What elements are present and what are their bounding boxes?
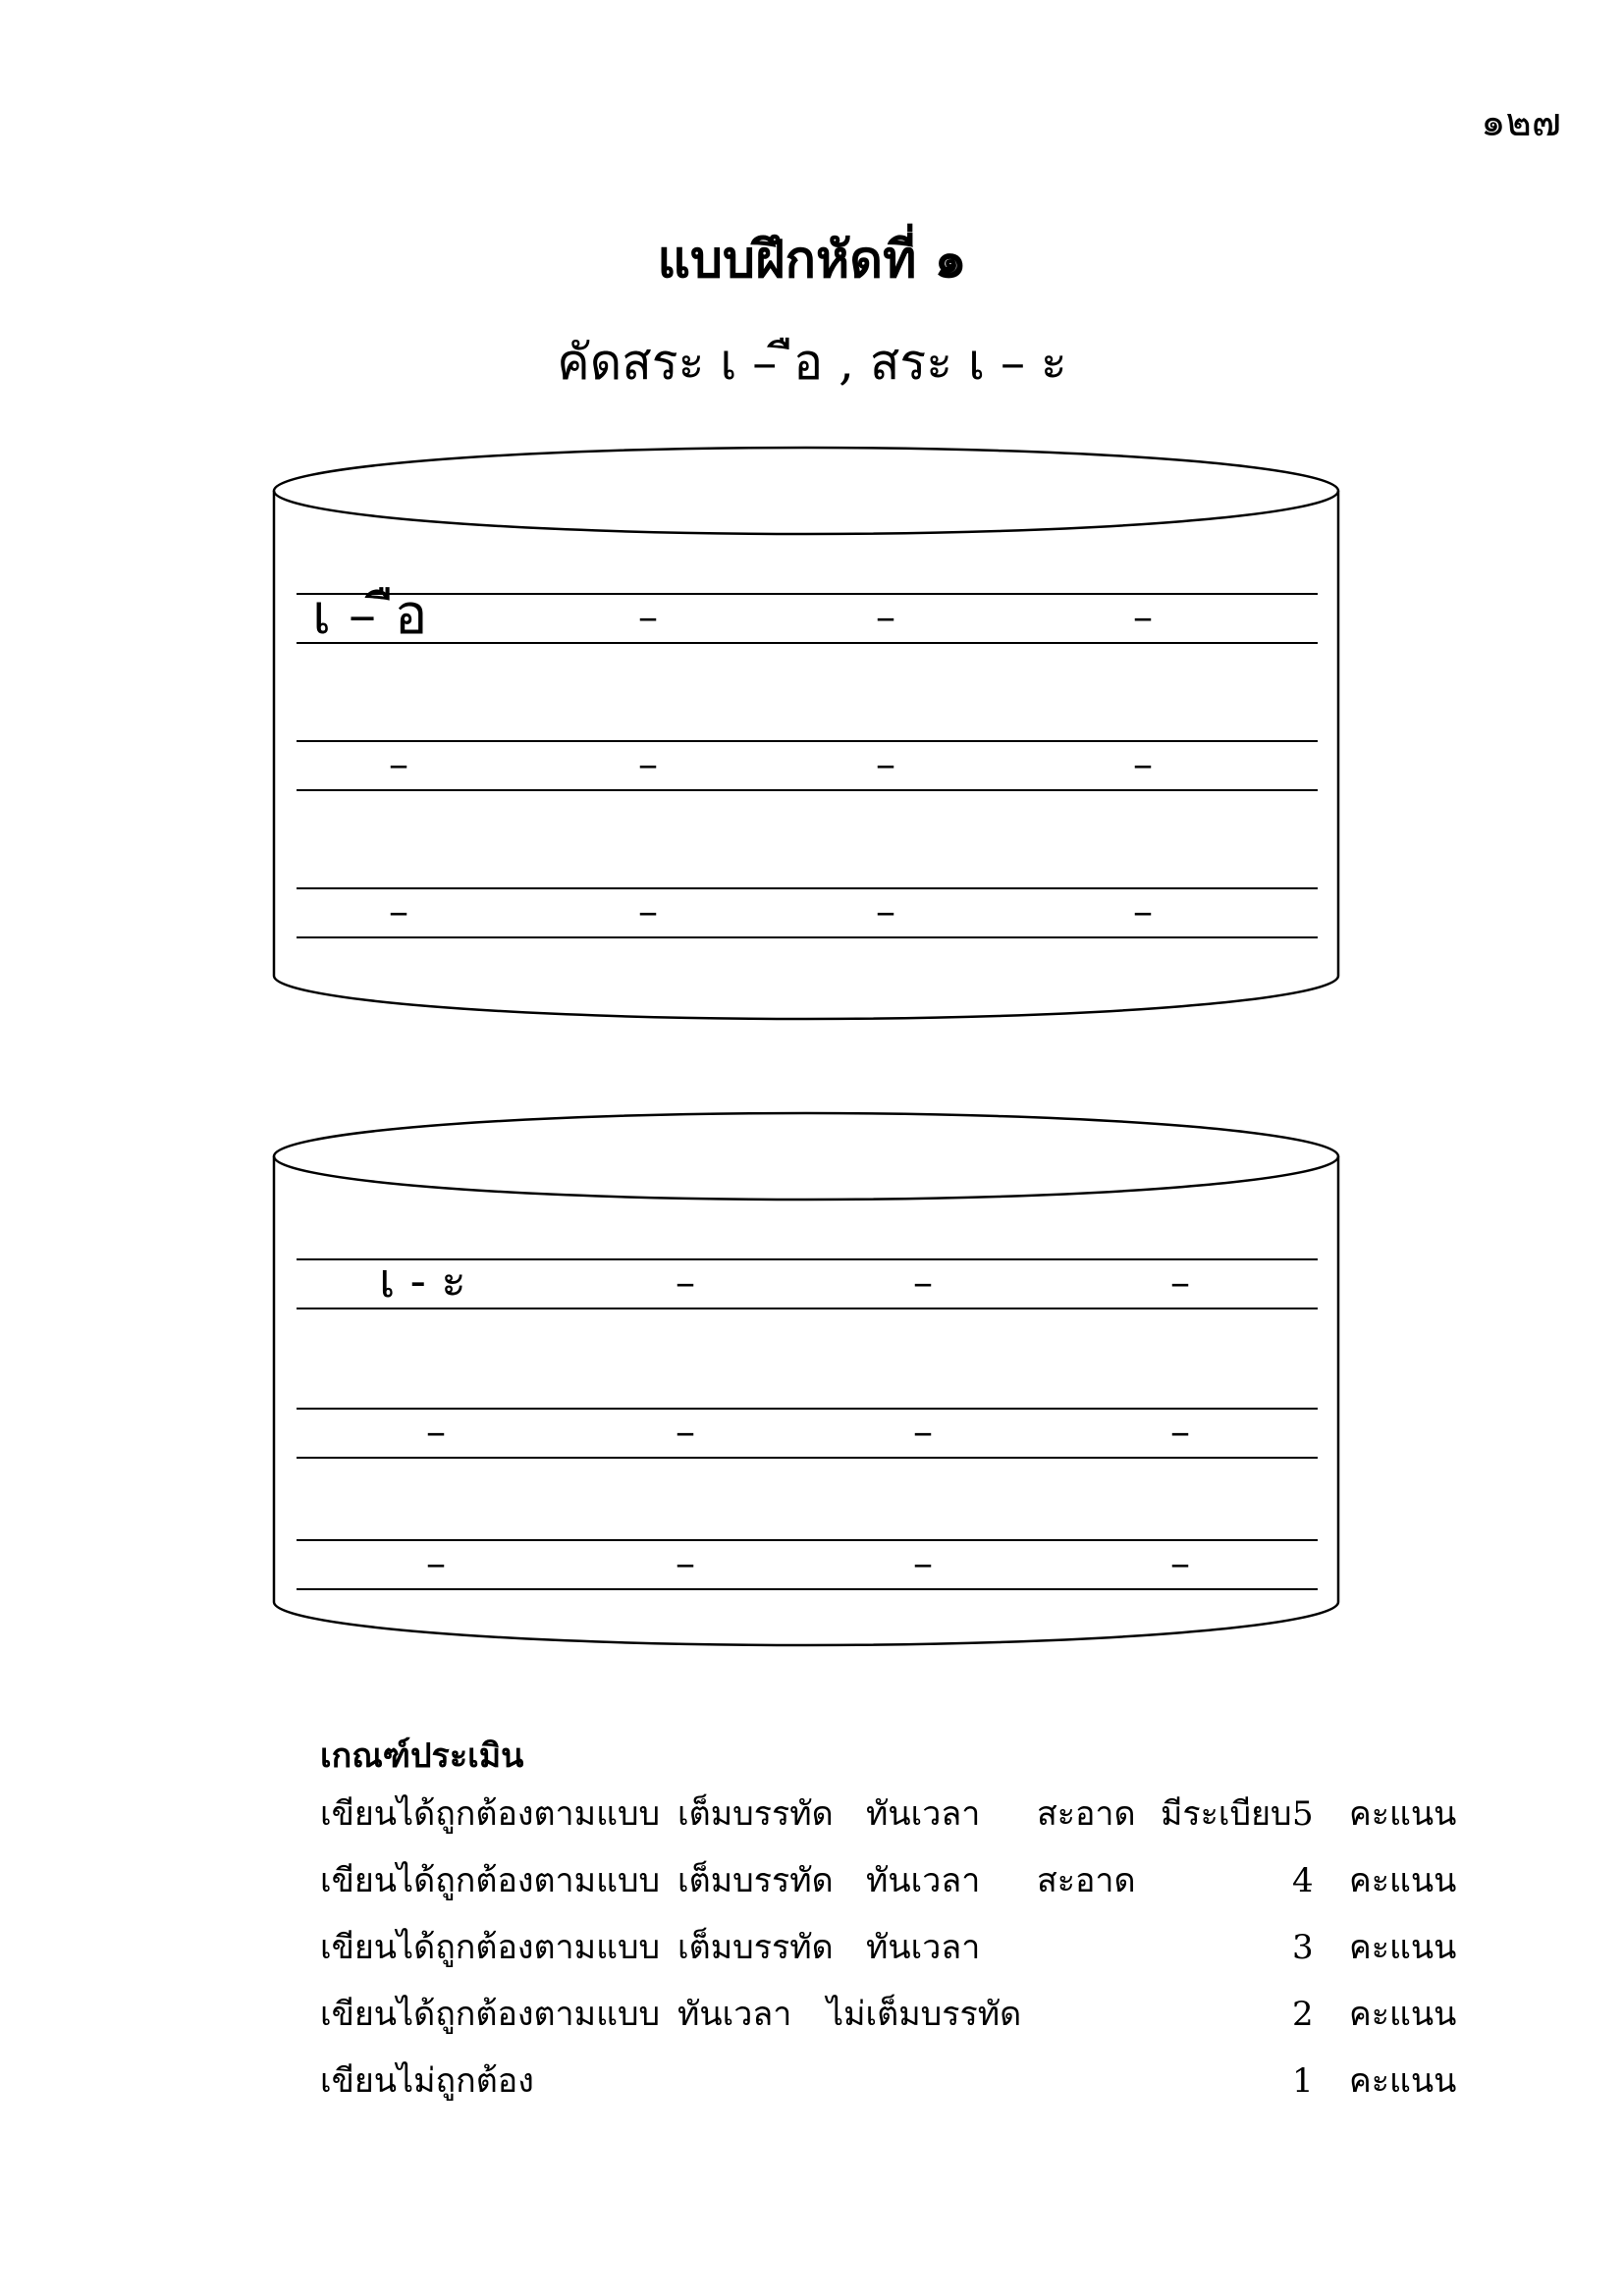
criteria-heading: เกณฑ์ประเมิน bbox=[320, 1736, 524, 1776]
practice-dash: – bbox=[676, 1410, 695, 1455]
practice-dash: – bbox=[638, 889, 658, 934]
criteria-text: เขียนได้ถูกต้องตามแบบ bbox=[320, 1928, 661, 1967]
evaluation-criteria bbox=[320, 1732, 1479, 2114]
criteria-text: เต็มบรรทัด bbox=[677, 1794, 834, 1834]
page-number: ๑๒๗ bbox=[1481, 100, 1561, 145]
criteria-text: ไม่เต็มบรรทัด bbox=[827, 1995, 1022, 2034]
criteria-unit: คะแนน bbox=[1349, 2061, 1457, 2101]
exercise-1-frame bbox=[271, 446, 1341, 1021]
criteria-row bbox=[320, 2048, 1479, 2114]
practice-dash: – bbox=[913, 1410, 933, 1455]
criteria-score: 3 bbox=[1292, 1928, 1314, 1967]
practice-dash: – bbox=[426, 1541, 446, 1586]
practice-dash: – bbox=[1133, 742, 1153, 787]
criteria-row bbox=[320, 1847, 1479, 1914]
page-subtitle: คัดสระ เ – ือ , สระ เ – ะ bbox=[557, 334, 1067, 391]
practice-dash: – bbox=[876, 595, 895, 640]
criteria-text: ทันเวลา bbox=[866, 1861, 981, 1900]
criteria-unit: คะแนน bbox=[1349, 1995, 1457, 2034]
criteria-text: เขียนได้ถูกต้องตามแบบ bbox=[320, 1995, 661, 2034]
practice-dash: – bbox=[876, 742, 895, 787]
practice-dash: – bbox=[913, 1260, 933, 1306]
practice-dash: – bbox=[1170, 1410, 1190, 1455]
practice-line-3 bbox=[297, 1539, 1318, 1590]
practice-dash: – bbox=[638, 595, 658, 640]
page-title: แบบฝึกหัดที่ ๑ bbox=[657, 230, 967, 290]
practice-dash: – bbox=[389, 889, 408, 934]
criteria-score: 2 bbox=[1292, 1995, 1314, 2034]
practice-line-1 bbox=[297, 583, 1318, 647]
criteria-text: เต็มบรรทัด bbox=[677, 1861, 834, 1900]
practice-dash: – bbox=[1170, 1541, 1190, 1586]
criteria-text: เขียนไม่ถูกต้อง bbox=[320, 2061, 534, 2101]
criteria-score: 1 bbox=[1292, 2061, 1314, 2101]
criteria-text: เขียนได้ถูกต้องตามแบบ bbox=[320, 1861, 661, 1900]
criteria-text: สะอาด bbox=[1037, 1861, 1136, 1900]
model-vowel-e-a: เ - ะ bbox=[379, 1254, 466, 1308]
practice-dash: – bbox=[876, 889, 895, 934]
practice-dash: – bbox=[1170, 1260, 1190, 1306]
exercise-2-frame bbox=[271, 1111, 1341, 1647]
criteria-unit: คะแนน bbox=[1349, 1861, 1457, 1900]
model-vowel-uea: เ – ือ bbox=[312, 583, 428, 647]
practice-dash: – bbox=[426, 1410, 446, 1455]
criteria-row bbox=[320, 1781, 1479, 1847]
practice-line-2 bbox=[297, 740, 1318, 791]
criteria-text: เต็มบรรทัด bbox=[677, 1928, 834, 1967]
criteria-score: 4 bbox=[1292, 1861, 1314, 1900]
criteria-text: ทันเวลา bbox=[866, 1928, 981, 1967]
criteria-row bbox=[320, 1981, 1479, 2048]
criteria-score: 5 bbox=[1292, 1794, 1314, 1834]
practice-dash: – bbox=[638, 742, 658, 787]
practice-dash: – bbox=[1133, 595, 1153, 640]
practice-dash: – bbox=[1133, 889, 1153, 934]
criteria-text: เขียนได้ถูกต้องตามแบบ bbox=[320, 1794, 661, 1834]
practice-line-2 bbox=[297, 1408, 1318, 1459]
practice-dash: – bbox=[389, 742, 408, 787]
practice-dash: – bbox=[676, 1541, 695, 1586]
practice-dash: – bbox=[676, 1260, 695, 1306]
criteria-text: มีระเบียบ bbox=[1161, 1794, 1292, 1834]
criteria-row bbox=[320, 1914, 1479, 1981]
criteria-text: ทันเวลา bbox=[677, 1995, 792, 2034]
criteria-text: ทันเวลา bbox=[866, 1794, 981, 1834]
criteria-unit: คะแนน bbox=[1349, 1794, 1457, 1834]
criteria-text: สะอาด bbox=[1037, 1794, 1136, 1834]
practice-dash: – bbox=[913, 1541, 933, 1586]
practice-line-1 bbox=[297, 1254, 1318, 1309]
criteria-unit: คะแนน bbox=[1349, 1928, 1457, 1967]
practice-line-3 bbox=[297, 887, 1318, 938]
